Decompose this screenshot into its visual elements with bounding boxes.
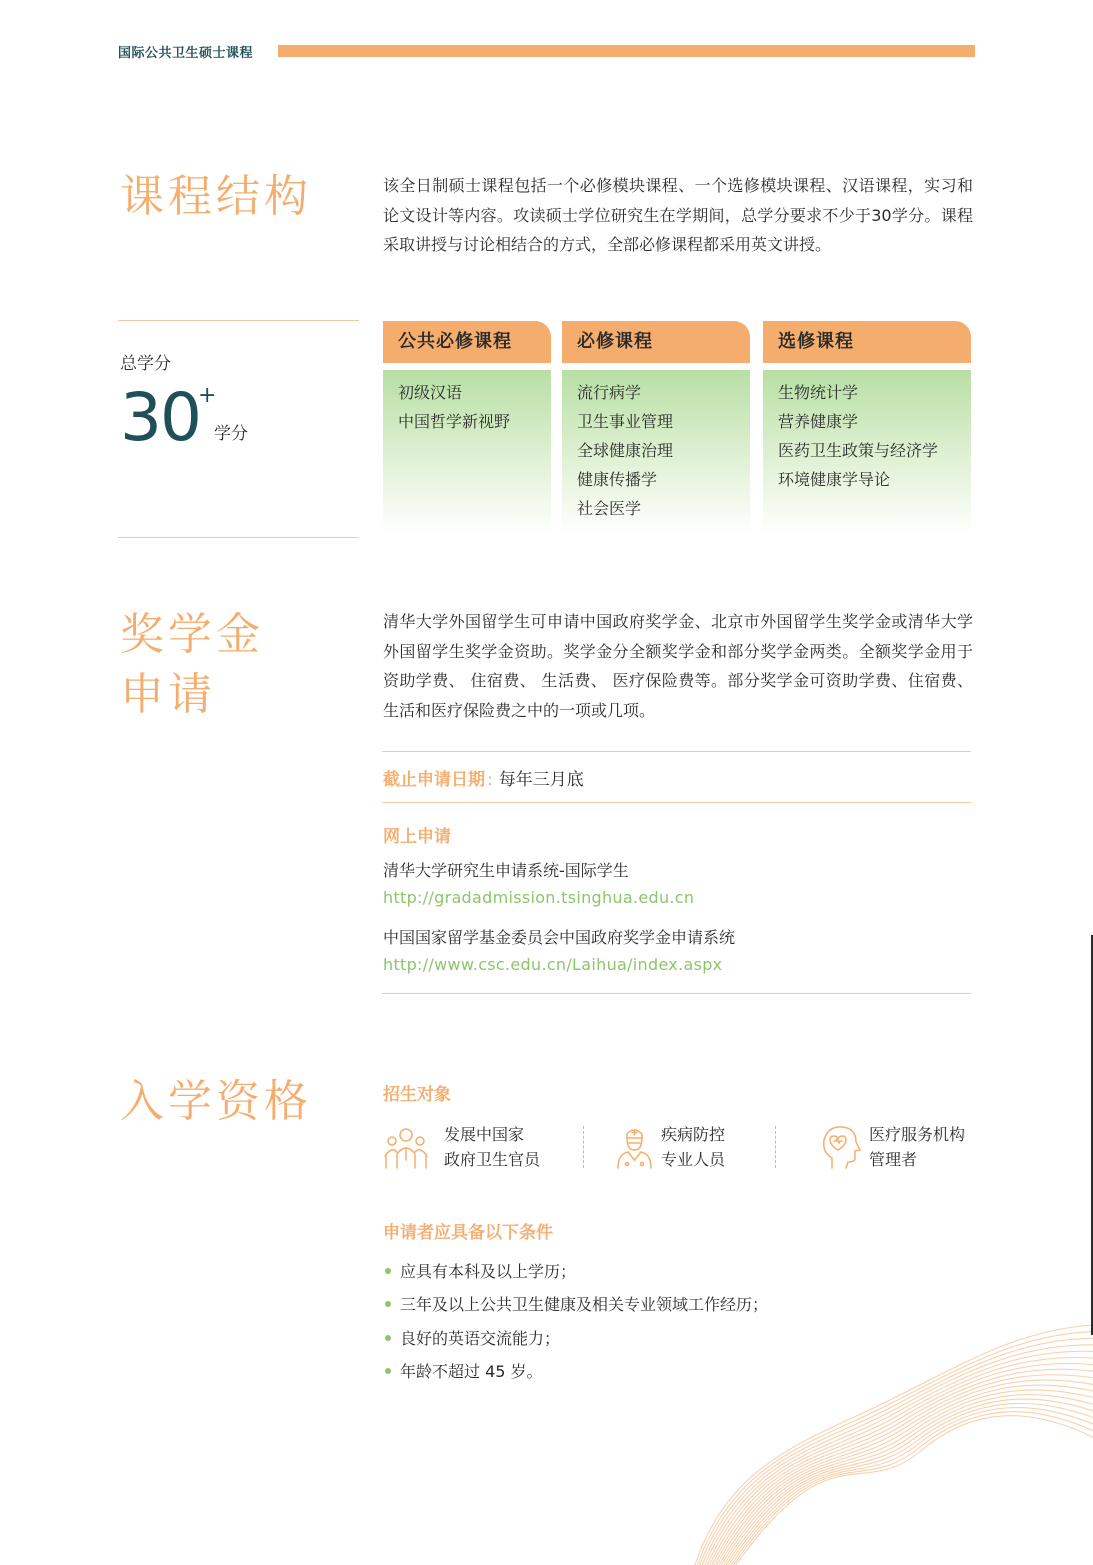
course-column-heading: 必修课程 bbox=[562, 321, 750, 363]
course-item: 生物统计学 bbox=[778, 383, 859, 402]
application-system-name: 清华大学研究生申请系统-国际学生 bbox=[383, 861, 629, 880]
target-officials bbox=[383, 1122, 573, 1170]
course-item: 环境健康学导论 bbox=[778, 470, 891, 489]
deadline-separator: : bbox=[487, 770, 493, 790]
deadline-label: 截止申请日期 bbox=[383, 770, 485, 790]
scholarship-title-line1: 奖学金 bbox=[120, 609, 264, 660]
course-column-required bbox=[562, 321, 750, 535]
scholarship-title-line2: 申请 bbox=[120, 669, 216, 720]
total-credits-box bbox=[118, 320, 359, 538]
online-application-title: 网上申请 bbox=[383, 827, 451, 847]
divider bbox=[382, 751, 971, 752]
condition-item bbox=[385, 1292, 768, 1315]
target-line1: 疾病防控 bbox=[661, 1125, 726, 1144]
course-item: 中国哲学新视野 bbox=[398, 412, 511, 431]
course-item: 营养健康学 bbox=[778, 412, 859, 431]
course-column-heading: 选修课程 bbox=[763, 321, 971, 363]
condition-text: 三年及以上公共卫生健康及相关专业领域工作经历； bbox=[400, 1295, 769, 1314]
target-line1: 医疗服务机构 bbox=[869, 1125, 966, 1144]
target-medical-managers bbox=[820, 1122, 975, 1170]
condition-item bbox=[385, 1259, 576, 1282]
target-line1: 发展中国家 bbox=[444, 1125, 525, 1144]
course-list bbox=[562, 370, 750, 535]
total-credits-plus: + bbox=[198, 383, 217, 408]
total-credits-label: 总学分 bbox=[120, 354, 171, 374]
wave-line bbox=[714, 1375, 1093, 1565]
application-system-name: 中国国家留学基金委员会中国政府奖学金申请系统 bbox=[383, 928, 736, 947]
course-item: 社会医学 bbox=[577, 499, 642, 518]
course-column-public-required bbox=[383, 321, 551, 535]
bullet-icon bbox=[385, 1368, 391, 1374]
bullet-icon bbox=[385, 1301, 391, 1307]
total-credits-unit: 学分 bbox=[214, 424, 248, 444]
course-item: 卫生事业管理 bbox=[577, 412, 674, 431]
header-accent-bar bbox=[278, 45, 975, 57]
condition-item bbox=[385, 1359, 543, 1382]
condition-text: 应具有本科及以上学历； bbox=[400, 1262, 577, 1281]
head-heart-icon bbox=[820, 1124, 866, 1170]
target-separator bbox=[583, 1126, 584, 1168]
course-item: 医药卫生政策与经济学 bbox=[778, 441, 939, 460]
course-list bbox=[763, 370, 971, 535]
condition-text: 年龄不超过 45 岁。 bbox=[400, 1362, 543, 1381]
wave-line bbox=[719, 1385, 1093, 1565]
target-disease-control bbox=[616, 1122, 756, 1170]
condition-item bbox=[385, 1326, 560, 1349]
decorative-wave-lines bbox=[690, 1320, 1093, 1565]
course-item: 全球健康治理 bbox=[577, 441, 674, 460]
total-credits-number: 30 bbox=[120, 379, 200, 456]
course-structure-description: 该全日制硕士课程包括一个必修模块课程、一个选修模块课程、汉语课程，实习和论文设计等内容。攻读硕士学位研究生在学期间，总学分要求不少于30学分。课程采取讲授与讨论相结合的方式，全部必修课程都采用英文讲授。 bbox=[383, 176, 973, 254]
bullet-icon bbox=[385, 1335, 391, 1341]
target-separator bbox=[775, 1126, 776, 1168]
course-list bbox=[383, 370, 551, 535]
course-item: 初级汉语 bbox=[398, 383, 463, 402]
admission-title: 入学资格 bbox=[120, 1076, 312, 1127]
header-title: 国际公共卫生硕士课程 bbox=[118, 46, 254, 61]
application-system-link[interactable]: http://gradadmission.tsinghua.edu.cn bbox=[383, 888, 695, 907]
scholarship-description: 清华大学外国留学生可申请中国政府奖学金、北京市外国留学生奖学金或清华大学外国留学生奖学金资助。奖学金分全额奖学金和部分奖学金两类。全额奖学金用于资助学费、 住宿费、 生活费、 医疗保险费等。部分奖学金可资助学费、住宿费、生活和医疗保险费之中的一项或几项。 bbox=[383, 612, 973, 720]
targets-title: 招生对象 bbox=[383, 1085, 451, 1105]
divider bbox=[382, 993, 971, 994]
doctor-icon bbox=[616, 1124, 662, 1170]
course-column-elective bbox=[763, 321, 971, 535]
divider bbox=[382, 802, 971, 803]
wave-line bbox=[707, 1357, 1093, 1565]
deadline-value: 每年三月底 bbox=[498, 770, 584, 790]
course-column-heading: 公共必修课程 bbox=[383, 321, 551, 363]
target-line2: 政府卫生官员 bbox=[444, 1150, 541, 1169]
target-line2: 专业人员 bbox=[661, 1150, 726, 1169]
wave-line bbox=[705, 1351, 1093, 1565]
conditions-title: 申请者应具备以下条件 bbox=[383, 1223, 553, 1243]
bullet-icon bbox=[385, 1268, 391, 1274]
officials-group-icon bbox=[383, 1124, 429, 1170]
application-system-link[interactable]: http://www.csc.edu.cn/Laihua/index.aspx bbox=[383, 955, 723, 974]
course-item: 流行病学 bbox=[577, 383, 642, 402]
deadline-row bbox=[383, 765, 584, 790]
target-line2: 管理者 bbox=[869, 1150, 918, 1169]
course-structure-title: 课程结构 bbox=[120, 171, 312, 222]
course-item: 健康传播学 bbox=[577, 470, 658, 489]
condition-text: 良好的英语交流能力； bbox=[400, 1329, 561, 1348]
